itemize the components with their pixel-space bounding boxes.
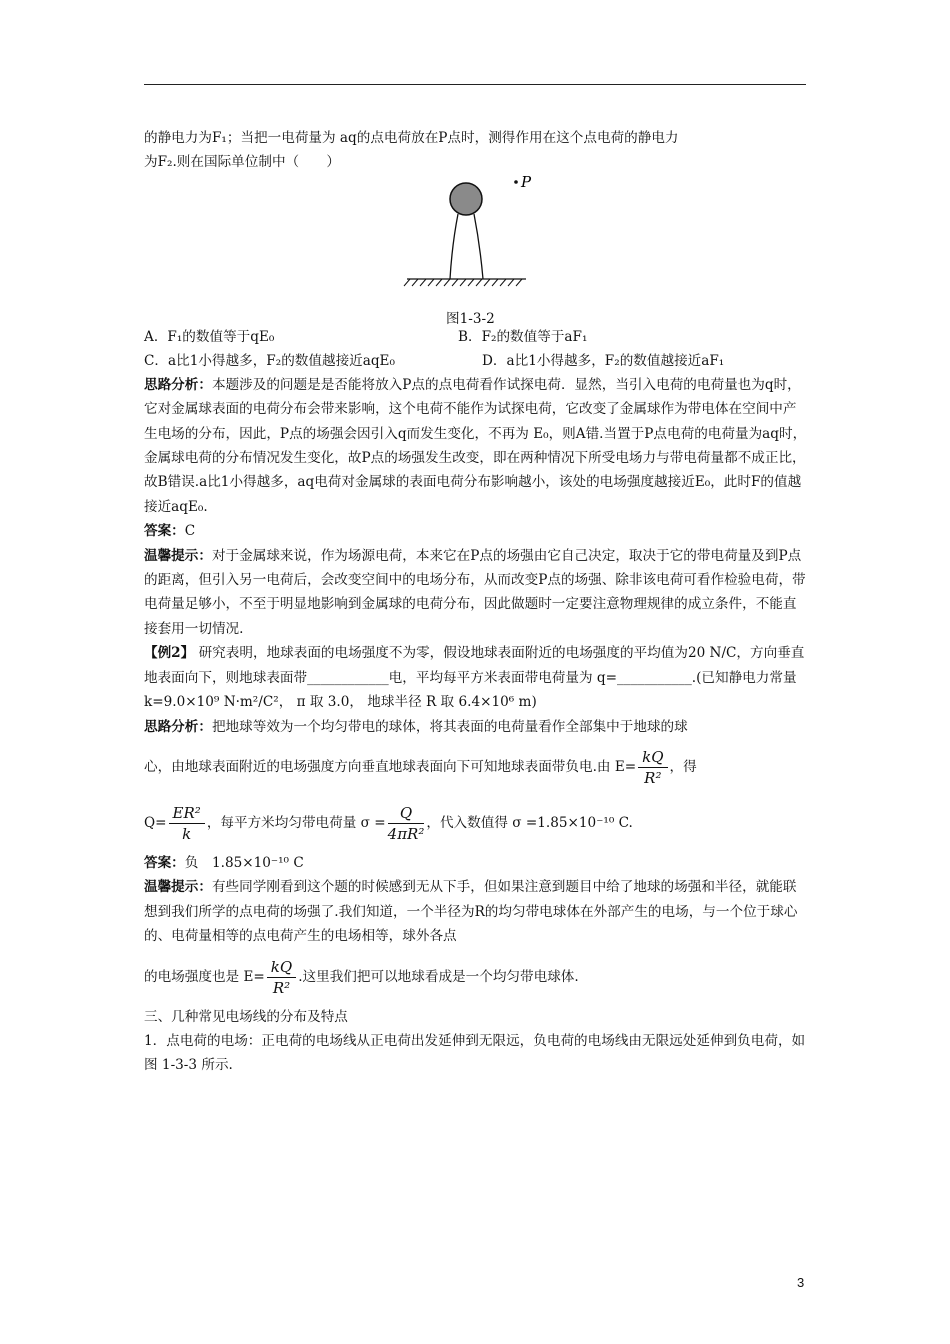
fraction-er2-over-k: [169, 803, 205, 844]
analysis-1-text: 本题涉及的问题是是否能将放入P点的点电荷看作试探电荷．显然，当引入电荷的电荷量也为q时，它对金属球表面的电荷分布会带来影响，这个电荷不能作为试探电荷，它改变了金属球作为带电体在空间中产生电场的分布，因此，P点的场强会因引入q而发生变化，不再为 E₀，则A错.当置于P点电荷的电荷量为aq时，金属球电荷的分布情况发生变化，故P点的场强发生改变，即在两种情况下所受电场力与带电荷量都不成正比，故B错误.a比1小得越多，aq电荷对金属球的表面电荷分布影响越小，该处的电场强度越接近E₀，此时F的值越接近aqE₀.: [144, 376, 807, 515]
answer-1-label: 答案：: [144, 523, 185, 540]
document-body: [144, 126, 809, 1078]
point-p-dot: [514, 180, 518, 184]
answer-2: [144, 851, 809, 875]
tip-1-label: 温馨提示：: [144, 547, 212, 564]
answer-1-value: C: [184, 523, 196, 540]
analysis-2-text2: 心，由地球表面附近的电场强度方向垂直地球表面向下可知地球表面带负电.由 E=: [144, 758, 637, 775]
tip-2-text: 有些同学刚看到这个题的时候感到无从下手，但如果注意到题目中给了地球的场强和半径，就能联想到我们所学的点电荷的场强了.我们知道，一个半径为R的均匀带电球体在外部产生的电场，与一个位于球心的、电荷量相等的点电荷产生的电场相等，球外各点: [144, 879, 798, 945]
tip-2-last-prefix: 的电场强度也是 E=: [144, 968, 265, 985]
analysis-1: [144, 373, 809, 519]
header-rule: [144, 84, 806, 85]
analysis-2-line1: [144, 715, 809, 739]
answer-options: [144, 325, 809, 373]
figure-1-3-2: [144, 175, 809, 325]
section-3-item-1: 1．点电荷的电场：正电荷的电场线从正电荷出发延伸到无限远，负电荷的电场线由无限远处延伸到负电荷，如图 1-3-3 所示.: [144, 1032, 806, 1074]
analysis-2-q-prefix: Q=: [144, 814, 167, 831]
analysis-2-line3: [144, 795, 809, 851]
option-c: C．a比1小得越多，F₂的数值越接近aqE₀: [144, 352, 395, 369]
figure-caption: 图1-3-2: [446, 310, 495, 327]
fraction-denominator: 4πR²: [387, 824, 425, 843]
metal-sphere-diagram: [402, 175, 542, 307]
tip-2-last-line: [144, 949, 809, 1005]
example-2-text: 研究表明，地球表面的电场强度不为零，假设地球表面附近的电场强度的平均值为20 N/C，方向垂直地表面向下，则地球表面带____________电，平均每平方米表面带电荷量为 q=___________.(已知静电力常量 k=9.0×10⁹ N·m²/C²， π 取 3.0， 地球半径 R 取 6.4×10⁶ m): [144, 645, 805, 711]
fraction-kq-over-r2: [267, 957, 296, 998]
analysis-2-end: ，代入数值得 σ =1.85×10⁻¹⁰ C.: [426, 814, 633, 831]
section-3-heading: 三、几种常见电场线的分布及特点: [144, 1008, 348, 1025]
analysis-2-label: 思路分析：: [144, 718, 212, 735]
question-intro-line2: 为F₂.则在国际单位制中（ ）: [144, 154, 340, 171]
tip-1: [144, 544, 809, 642]
fraction-denominator: R²: [644, 768, 662, 787]
fraction-numerator: kQ: [638, 747, 667, 768]
answer-2-value: 负 1.85×10⁻¹⁰ C: [184, 854, 304, 871]
metal-sphere: [450, 183, 482, 215]
example-2: [144, 641, 809, 714]
fraction-numerator: ER²: [169, 803, 205, 824]
point-p-label: P: [521, 174, 532, 191]
analysis-1-label: 思路分析：: [144, 376, 212, 393]
fraction-q-over-4pir2: [388, 803, 425, 844]
stand-left-edge: [450, 214, 458, 279]
analysis-2-line2: [144, 739, 809, 795]
analysis-2-mid: ，每平方米均匀带电荷量 σ =: [206, 814, 386, 831]
fraction-numerator: kQ: [267, 957, 296, 978]
fraction-denominator: k: [182, 824, 192, 843]
analysis-2-after-frac1: ，得: [669, 758, 697, 775]
tip-2-label: 温馨提示：: [144, 879, 212, 896]
example-2-label: 【例2】: [144, 645, 195, 662]
analysis-2-text1: 把地球等效为一个均匀带电的球体，将其表面的电荷量看作全部集中于地球的球: [211, 718, 688, 735]
ground-hatching: [404, 279, 522, 286]
tip-1-text: 对于金属球来说，作为场源电荷，本来它在P点的场强由它自己决定，取决于它的带电荷量及到P点的距离，但引入另一电荷后，会改变空间中的电场分布，从而改变P点的场强、除非该电荷可看作检验电荷，带电荷量足够小，不至于明显地影响到金属球的电荷分布，因此做题时一定要注意物理规律的成立条件，不能直接套用一切情况.: [144, 547, 806, 637]
option-d: D．a比1小得越多，F₂的数值越接近aF₁: [482, 352, 725, 369]
answer-2-label: 答案：: [144, 854, 185, 871]
fraction-denominator: R²: [272, 978, 291, 997]
question-intro-line1: 的静电力为F₁；当把一电荷量为 aq的点电荷放在P点时，测得作用在这个点电荷的静电力: [144, 130, 679, 146]
answer-1: [144, 519, 809, 543]
fraction-numerator: Q: [388, 803, 425, 824]
fraction-kq-over-r2: [638, 747, 667, 788]
tip-2: [144, 875, 809, 948]
page-number: 3: [797, 1275, 805, 1290]
tip-2-last-suffix: .这里我们把可以地球看成是一个均匀带电球体.: [298, 968, 579, 985]
option-a: A．F₁的数值等于qE₀: [144, 328, 275, 345]
stand-right-edge: [474, 214, 483, 279]
option-b: B．F₂的数值等于aF₁: [458, 328, 588, 345]
